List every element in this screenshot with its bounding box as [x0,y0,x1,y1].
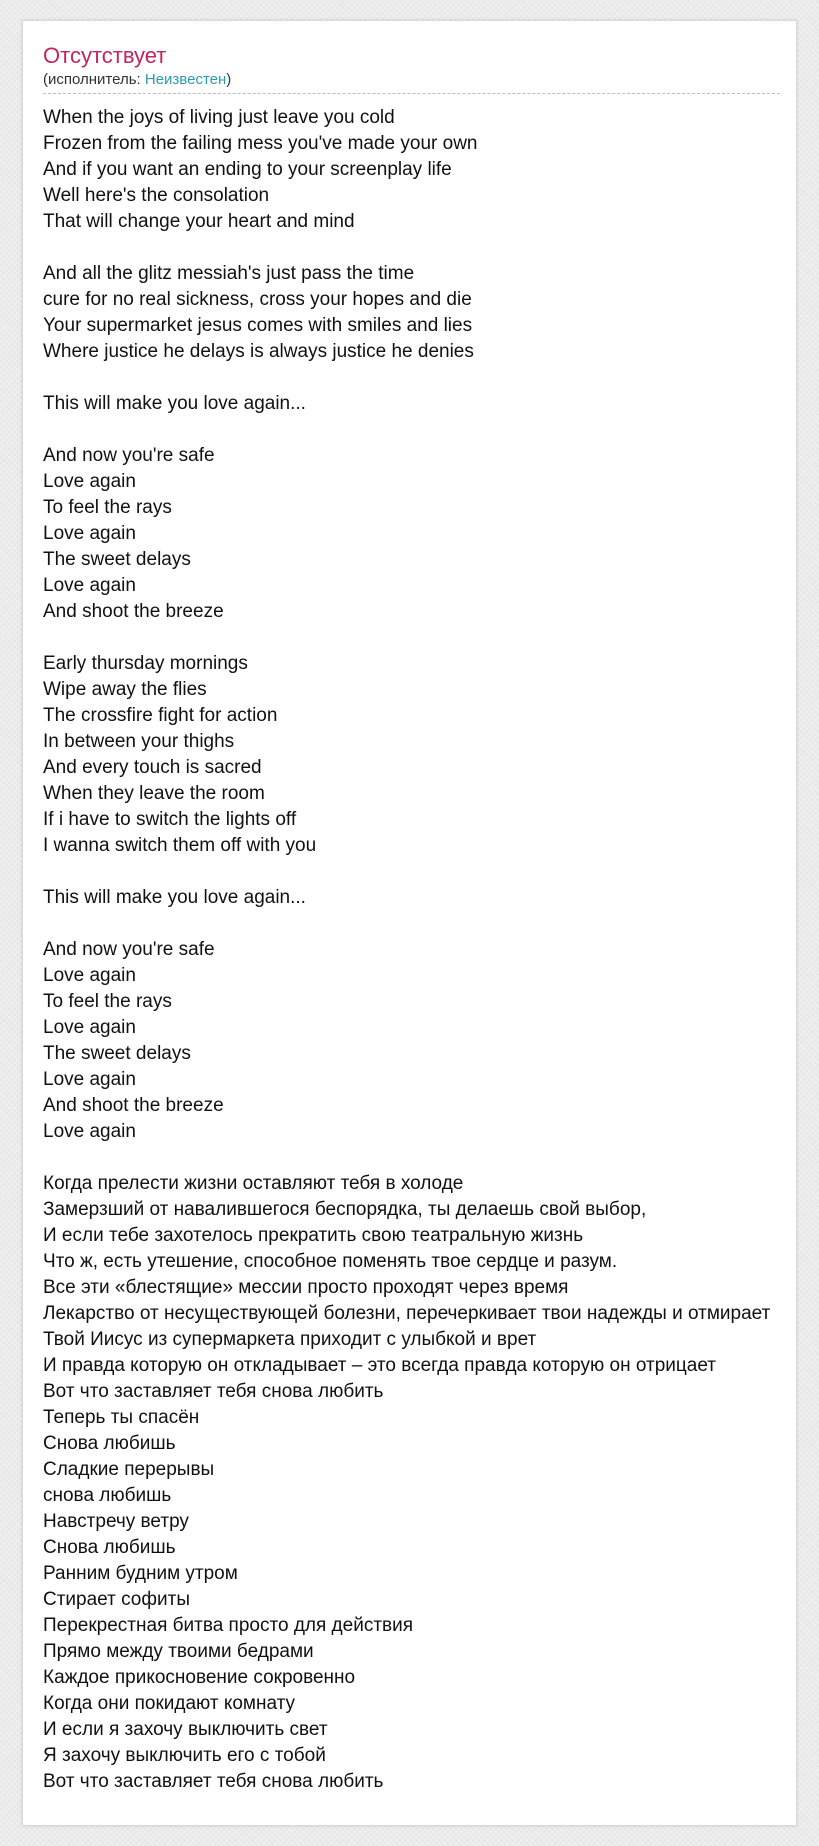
lyric-line: Your supermarket jesus comes with smiles and lies [43,315,473,336]
lyric-line: Прямо между твоими бедрами [43,1641,314,1662]
lyric-line: cure for no real sickness, cross your hopes and die [43,289,472,310]
lyric-line: снова любишь [43,1485,172,1506]
lyric-line [43,625,797,651]
lyric-line: Перекрестная битва просто для действия [43,1615,414,1636]
lyric-line: Что ж, есть утешение, способное поменять твое сердце и разум. [43,1251,618,1272]
lyric-line: When they leave the room [43,783,265,804]
lyric-line: Лекарство от несуществующей болезни, перечеркивает твои надежды и отмирает [43,1303,771,1324]
lyric-line: Early thursday mornings [43,653,248,674]
lyric-line: And every touch is sacred [43,757,262,778]
lyric-line [43,417,797,443]
lyric-line: Каждое прикосновение сокровенно [43,1667,356,1688]
lyric-line: Wipe away the flies [43,679,207,700]
lyric-line: Вот что заставляет тебя снова любить [43,1771,384,1792]
lyric-line: When the joys of living just leave you cold [43,107,395,128]
lyric-line: That will change your heart and mind [43,211,355,232]
lyric-line: Love again [43,523,136,544]
lyric-line: И правда которую он откладывает – это всегда правда которую он отрицает [43,1355,716,1376]
lyric-line: Love again [43,1121,136,1142]
lyric-line: Я захочу выключить его с тобой [43,1745,326,1766]
lyric-line: Frozen from the failing mess you've made your own [43,133,478,154]
lyric-line: Все эти «блестящие» мессии просто проходят через время [43,1277,569,1298]
lyric-line: Снова любишь [43,1537,176,1558]
lyric-line: Замерзший от навалившегося беспорядка, ты делаешь свой выбор, [43,1199,647,1220]
lyric-line: Where justice he delays is always justice he denies [43,341,474,362]
lyric-line: И если тебе захотелось прекратить свою театральную жизнь [43,1225,584,1246]
lyric-line: Когда прелести жизни оставляют тебя в холоде [43,1173,464,1194]
lyric-line: Сладкие перерывы [43,1459,215,1480]
lyric-line [43,365,797,391]
lyric-line: The crossfire fight for action [43,705,278,726]
lyrics-card [22,20,797,1826]
lyric-line: Well here's the consolation [43,185,270,206]
lyric-line: Love again [43,965,136,986]
artist-suffix: ) [226,71,232,88]
lyric-line: And shoot the breeze [43,601,224,622]
lyric-line: This will make you love again... [43,393,306,414]
song-header [43,43,780,94]
lyric-line: Love again [43,1069,136,1090]
artist-prefix: (исполнитель: [43,71,145,88]
lyric-line: And if you want an ending to your screenplay life [43,159,452,180]
lyric-line: I wanna switch them off with you [43,835,317,856]
lyric-line: И если я захочу выключить свет [43,1719,328,1740]
lyric-line [43,859,797,885]
lyric-line: Ранним будним утром [43,1563,238,1584]
lyric-line: Твой Иисус из супермаркета приходит с улыбкой и врет [43,1329,537,1350]
lyric-line: Когда они покидают комнату [43,1693,296,1714]
lyric-line: Навстречу ветру [43,1511,189,1532]
lyric-line: And now you're safe [43,445,215,466]
lyric-line [43,235,797,261]
lyric-line: In between your thighs [43,731,235,752]
lyric-line: If i have to switch the lights off [43,809,297,830]
lyric-line [43,1145,797,1171]
lyric-line: Love again [43,471,136,492]
lyric-line: And now you're safe [43,939,215,960]
lyric-line: To feel the rays [43,497,172,518]
lyric-line: This will make you love again... [43,887,306,908]
artist-link[interactable]: Неизвестен [144,71,227,88]
lyric-line: Стирает софиты [43,1589,190,1610]
lyric-line [43,911,797,937]
lyric-line: Love again [43,1017,136,1038]
lyric-line: And all the glitz messiah's just pass the time [43,263,415,284]
lyric-line: The sweet delays [43,1043,191,1064]
lyric-line: Вот что заставляет тебя снова любить [43,1381,384,1402]
artist-line [43,71,780,89]
lyric-line: To feel the rays [43,991,172,1012]
lyric-line: Снова любишь [43,1433,176,1454]
lyrics-text [43,105,797,1795]
lyric-line: And shoot the breeze [43,1095,224,1116]
song-title: Отсутствует [43,43,167,68]
lyric-line: Теперь ты спасён [43,1407,200,1428]
lyric-line: Love again [43,575,136,596]
lyric-line: The sweet delays [43,549,191,570]
